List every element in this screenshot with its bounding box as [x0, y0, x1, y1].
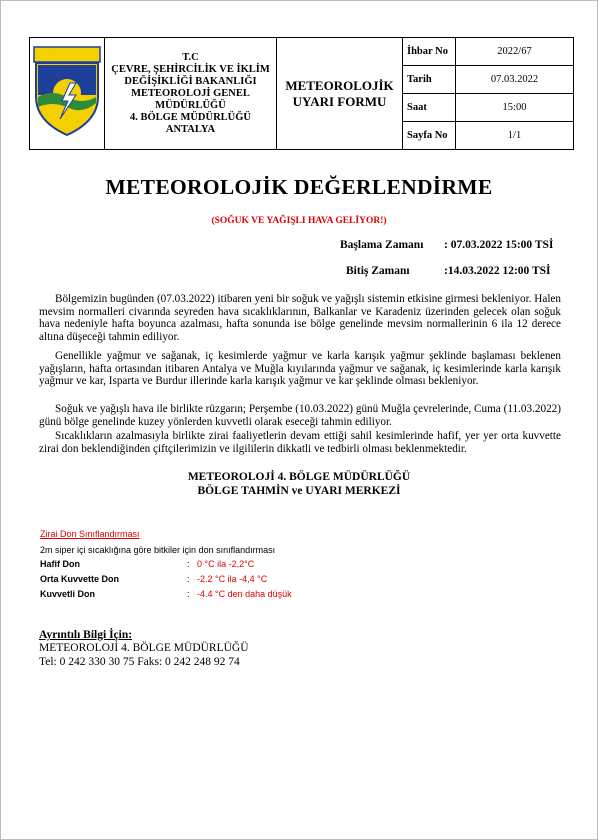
form-title [277, 38, 403, 150]
frost-row-colon: : [187, 574, 190, 584]
start-time-label: Başlama Zamanı [340, 239, 424, 251]
form-title-line: METEOROLOJİK [285, 77, 394, 93]
contact-org: METEOROLOJİ 4. BÖLGE MÜDÜRLÜĞÜ [39, 642, 249, 654]
frost-classification-title: Zirai Don Sınıflandırması [40, 529, 140, 539]
field-value-saat: 15:00 [456, 94, 574, 122]
field-value-tarih: 07.03.2022 [456, 66, 574, 94]
field-label-saat: Saat [403, 94, 456, 122]
frost-row-name: Hafif Don [40, 559, 80, 569]
paragraph-4: Sıcaklıkların azalmasıyla birlikte zirai faaliyetlerin devam ettiği sahil kesimlerinde hafif, yer yer orta kuvvette zirai don beklendiğinden çiftçilerimizin ve ilgililerin dikkatli ve tedbirli olması beklenmektedir. [39, 430, 561, 455]
field-label-sayfa-no: Sayfa No [403, 122, 456, 150]
org-line: 4. BÖLGE MÜDÜRLÜĞÜ [129, 111, 252, 123]
form-title-line: UYARI FORMU [292, 93, 387, 109]
frost-classification-description: 2m siper içi sıcaklığına göre bitkiler için don sınıflandırması [40, 545, 276, 555]
frost-row-colon: : [187, 559, 190, 569]
meteoroloji-logo [32, 45, 102, 137]
frost-row-value: -2.2 °C ila -4,4 °C [197, 574, 268, 584]
organization-block [105, 38, 277, 150]
org-line: METEOROLOJİ GENEL [131, 87, 250, 99]
contact-heading: Ayrıntılı Bilgi İçin: [39, 629, 133, 641]
issuer-line-2: BÖLGE TAHMİN ve UYARI MERKEZİ [197, 485, 401, 497]
field-value-ihbar-no: 2022/67 [456, 38, 574, 66]
end-time-value: :14.03.2022 12:00 TSİ [444, 265, 551, 277]
document-title: METEOROLOJİK DEĞERLENDİRME [105, 175, 493, 199]
end-time-label: Bitiş Zamanı [346, 265, 410, 277]
start-time-value: : 07.03.2022 15:00 TSİ [444, 239, 554, 251]
org-line: MÜDÜRLÜĞÜ [155, 99, 226, 111]
org-line: DEĞİŞİKLİĞİ BAKANLIĞI [124, 75, 257, 87]
contact-phone-fax: Tel: 0 242 330 30 75 Faks: 0 242 248 92 74 [39, 656, 240, 668]
paragraph-3: Soğuk ve yağışlı hava ile birlikte rüzgarın; Perşembe (10.03.2022) günü Muğla çevrelerinde, Cuma (11.03.2022) günü bölge genelinde kuzey yönlerden kuvvetli olarak eseceği tahmin ediliyor. [39, 403, 561, 428]
org-line: ÇEVRE, ŞEHİRCİLİK VE İKLİM [111, 63, 270, 75]
field-label-ihbar-no: İhbar No [403, 38, 456, 66]
header-table [29, 37, 574, 150]
org-line: T.C [182, 51, 199, 63]
logo-cell [30, 38, 105, 150]
field-label-tarih: Tarih [403, 66, 456, 94]
field-value-sayfa-no: 1/1 [456, 122, 574, 150]
frost-row-name: Orta Kuvvette Don [40, 574, 120, 584]
org-line: ANTALYA [165, 123, 216, 135]
frost-row-value: -4.4 °C den daha düşük [197, 589, 292, 599]
paragraph-2: Genellikle yağmur ve sağanak, iç kesimlerde yağmur ve karla karışık yağmur şeklinde başlaması beklenen yağışların, hafta ortasından itibaren Antalya ve Muğla kıyılarında yağmur ve sağanak, iç kesimlerinde karla karışık yağmur ve kar, Isparta ve Burdur illerinde karla karışık yağmur ve kar şeklinde olması bekleniyor. [39, 350, 561, 387]
frost-row-value: 0 °C ila -2,2°C [197, 559, 255, 569]
frost-row-name: Kuvvetli Don [40, 589, 96, 599]
warning-subtitle: (SOĞUK VE YAĞIŞLI HAVA GELİYOR!) [211, 216, 387, 226]
issuer-line-1: METEOROLOJİ 4. BÖLGE MÜDÜRLÜĞÜ [187, 471, 411, 483]
paragraph-1: Bölgemizin bugünden (07.03.2022) itibaren yeni bir soğuk ve yağışlı sistemin etkisine girmesi bekleniyor. Halen mevsim normalleri civarında seyreden hava sıcaklıklarının, Balkanlar ve Karadeniz üzerinden gelecek olan soğuk hava nedeniyle hafta boyunca azalması, hafta sonunda ise bölge genelinde mevsim normallerinin 6 ila 12 derece altına düşeceği tahmin ediliyor. [39, 293, 561, 343]
frost-row-colon: : [187, 589, 190, 599]
